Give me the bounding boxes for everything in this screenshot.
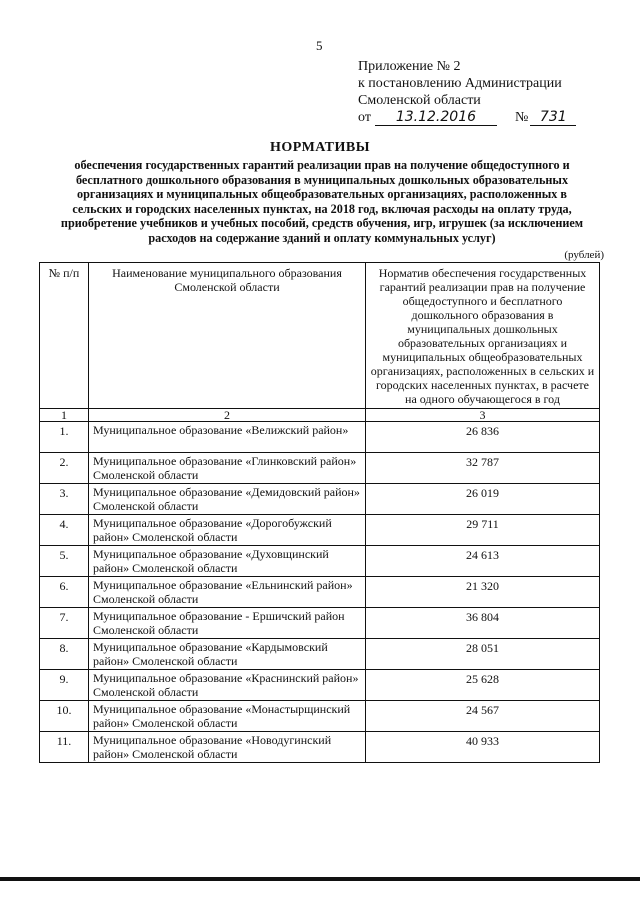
row-value: 32 787: [366, 453, 600, 484]
row-num: 1.: [40, 422, 89, 453]
table-row: [40, 732, 600, 763]
row-value: 40 933: [366, 732, 600, 763]
row-num: 5.: [40, 546, 89, 577]
table-row: [40, 701, 600, 732]
annex-line-2: к постановлению Администрации: [358, 76, 562, 91]
row-value: 21 320: [366, 577, 600, 608]
row-num: 3.: [40, 484, 89, 515]
table-row: [40, 639, 600, 670]
table-index-row: [40, 409, 600, 422]
row-num: 10.: [40, 701, 89, 732]
row-name: Муниципальное образование - Ершичский район Смоленской области: [89, 608, 366, 639]
header-norm: Норматив обеспечения государственных гарантий реализации прав на получение общедоступного и бесплатного дошкольного образования в муниципальных дошкольных образовательных организациях и муниципальных общеобразовательных организациях, расположенных в сельских и городских населенных пунктах, в расчете на одного обучающегося в год: [366, 263, 600, 409]
row-value: 26 019: [366, 484, 600, 515]
table-row: [40, 670, 600, 701]
row-name: Муниципальное образование «Глинковский район» Смоленской области: [89, 453, 366, 484]
date-prefix: от: [358, 110, 371, 125]
row-name: Муниципальное образование «Духовщинский район» Смоленской области: [89, 546, 366, 577]
row-value: 24 613: [366, 546, 600, 577]
index-cell-2: 2: [89, 409, 366, 422]
document-subtitle: обеспечения государственных гарантий реализации прав на получение общедоступного и бесплатного дошкольного образования в муниципальных дошкольных образовательных организациях и муниципальных общеобразовательных организациях, расположенных в сельских и городских населенных пунктах, на 2018 год, включая расходы на оплату труда, приобретение учебников и учебных пособий, средств обучения, игр, игрушек (за исключением расходов на содержание зданий и оплату коммунальных услуг): [60, 158, 584, 245]
index-cell-1: 1: [40, 409, 89, 422]
table-row: [40, 515, 600, 546]
table-row: [40, 453, 600, 484]
row-num: 2.: [40, 453, 89, 484]
unit-label: (рублей): [564, 249, 604, 261]
row-name: Муниципальное образование «Кардымовский район» Смоленской области: [89, 639, 366, 670]
row-num: 7.: [40, 608, 89, 639]
document-title: НОРМАТИВЫ: [270, 140, 370, 155]
table-row: [40, 577, 600, 608]
row-name: Муниципальное образование «Велижский район»: [89, 422, 366, 453]
index-cell-3: 3: [366, 409, 600, 422]
row-num: 4.: [40, 515, 89, 546]
table-row: [40, 484, 600, 515]
row-name: Муниципальное образование «Краснинский район» Смоленской области: [89, 670, 366, 701]
header-name: Наименование муниципального образования Смоленской области: [89, 263, 366, 409]
row-name: Муниципальное образование «Новодугинский район» Смоленской области: [89, 732, 366, 763]
row-value: 28 051: [366, 639, 600, 670]
annex-block: [358, 58, 576, 126]
row-name: Муниципальное образование «Демидовский район» Смоленской области: [89, 484, 366, 515]
header-num: № п/п: [40, 263, 89, 409]
norms-table: [39, 262, 600, 763]
number-label: №: [514, 110, 529, 125]
table-header-row: [40, 263, 600, 409]
table-row: [40, 608, 600, 639]
table-row: [40, 546, 600, 577]
row-num: 11.: [40, 732, 89, 763]
row-name: Муниципальное образование «Дорогобужский район» Смоленской области: [89, 515, 366, 546]
row-value: 29 711: [366, 515, 600, 546]
row-name: Муниципальное образование «Монастырщинский район» Смоленской области: [89, 701, 366, 732]
annex-line-1: Приложение № 2: [358, 59, 461, 74]
row-value: 26 836: [366, 422, 600, 453]
handwritten-date: 13.12.2016: [375, 110, 497, 126]
bottom-border-line: [0, 877, 640, 881]
row-num: 8.: [40, 639, 89, 670]
row-name: Муниципальное образование «Ельнинский район» Смоленской области: [89, 577, 366, 608]
row-value: 24 567: [366, 701, 600, 732]
row-value: 36 804: [366, 608, 600, 639]
table-row: [40, 422, 600, 453]
handwritten-number: 731: [530, 110, 576, 126]
page-number: 5: [316, 38, 323, 53]
row-value: 25 628: [366, 670, 600, 701]
annex-line-3: Смоленской области: [358, 93, 481, 108]
row-num: 9.: [40, 670, 89, 701]
annex-date-row: [358, 109, 576, 126]
row-num: 6.: [40, 577, 89, 608]
